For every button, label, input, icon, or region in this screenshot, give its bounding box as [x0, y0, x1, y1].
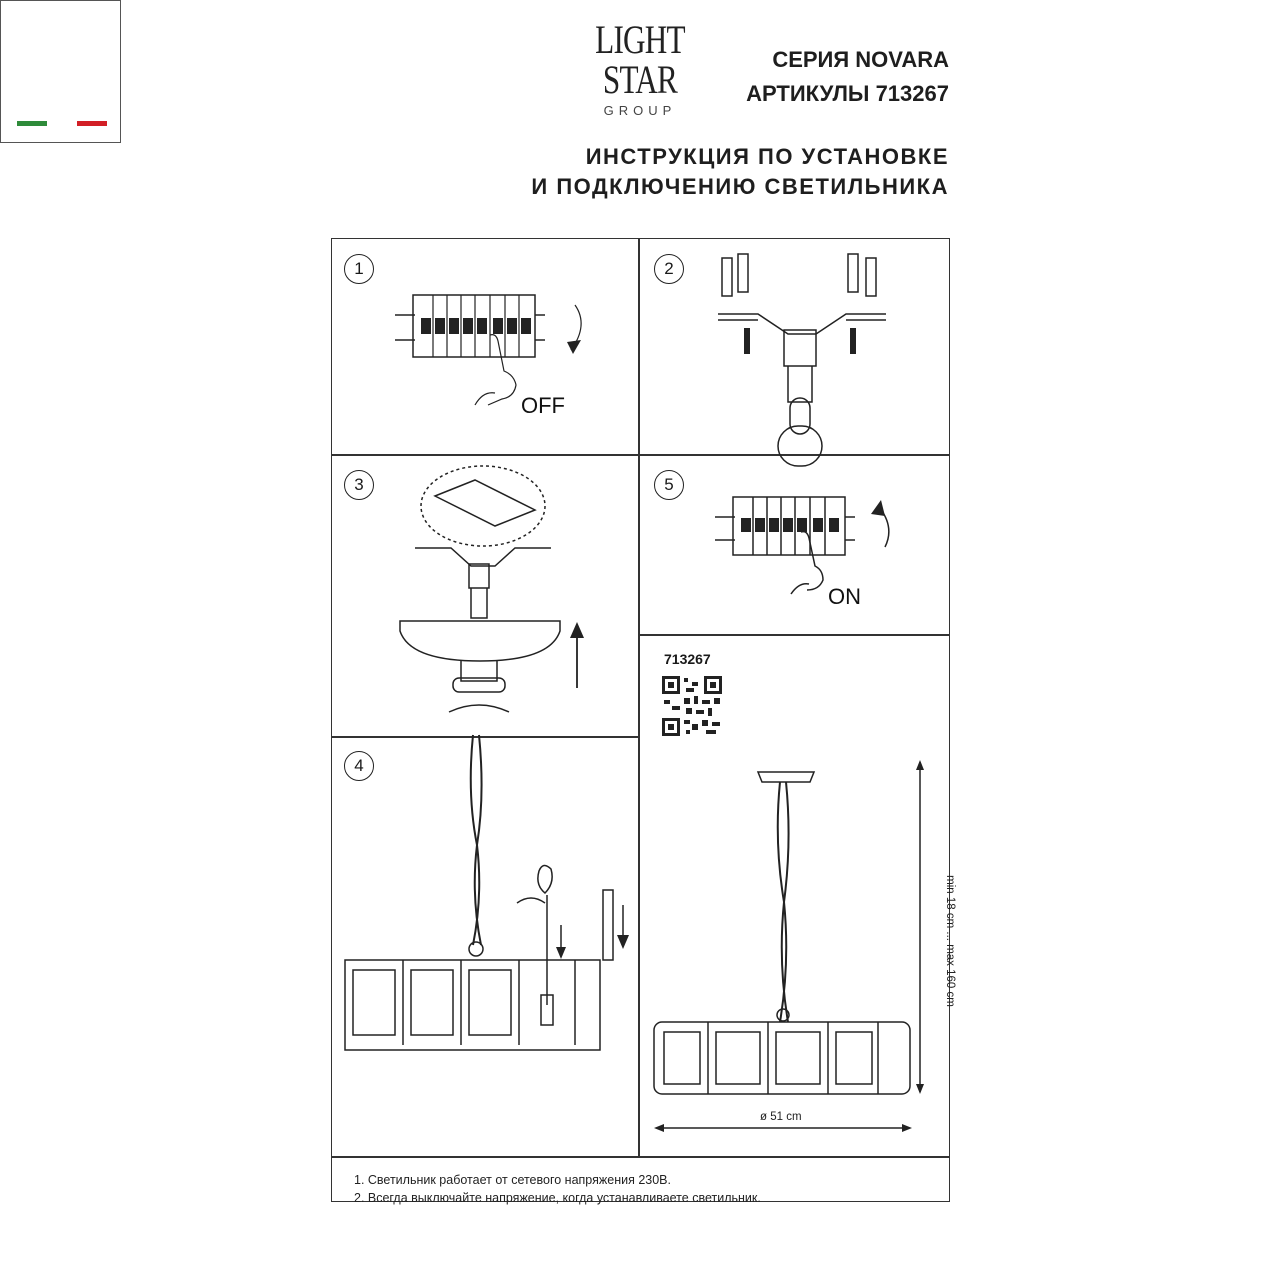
- step-number-3: 3: [344, 470, 374, 500]
- height-dimension-label: min 18 cm ... max 160 cm: [944, 875, 956, 1007]
- chandelier-assembly-icon: [345, 735, 630, 1045]
- article-number: АРТИКУЛЫ 713267: [746, 81, 949, 106]
- italian-flag-stripe: [17, 121, 107, 126]
- step-number-4: 4: [344, 751, 374, 781]
- step-number-5: 5: [654, 470, 684, 500]
- circuit-breaker-on-icon: [715, 492, 895, 602]
- step-number-2: 2: [654, 254, 684, 284]
- instruction-title-line-1: ИНСТРУКЦИЯ ПО УСТАНОВКЕ: [585, 144, 949, 169]
- flag-red: [77, 121, 107, 126]
- flag-white: [47, 121, 77, 126]
- step-1-label: OFF: [521, 393, 565, 418]
- product-dimension-drawing: [650, 760, 940, 1140]
- note-1: 1. Светильник работает от сетевого напряжения 230В.: [354, 1173, 671, 1187]
- grid-divider-notes: [331, 1156, 950, 1158]
- logo-line-2: STAR: [602, 57, 678, 102]
- grid-divider-row-1: [331, 454, 950, 456]
- instruction-title-line-2: И ПОДКЛЮЧЕНИЮ СВЕТИЛЬНИКА: [531, 174, 949, 199]
- model-number: 713267: [664, 651, 711, 667]
- brand-logo: [0, 0, 685, 143]
- note-2: 2. Всегда выключайте напряжение, когда устанавливаете светильник.: [354, 1191, 761, 1205]
- ceiling-cup-mount-icon: [395, 466, 565, 736]
- diameter-dimension-label: ø 51 cm: [760, 1111, 802, 1123]
- qr-code-icon: [662, 676, 722, 736]
- step-number-1: 1: [344, 254, 374, 284]
- step-5-label: ON: [828, 584, 861, 609]
- series-title: СЕРИЯ NOVARA: [772, 47, 949, 72]
- grid-vertical-divider: [638, 238, 640, 1156]
- logo-line-1: LIGHT: [595, 17, 685, 62]
- flag-green: [17, 121, 47, 126]
- circuit-breaker-off-icon: [395, 290, 595, 410]
- mounting-bracket-icon: [700, 248, 900, 454]
- grid-divider-step5: [638, 634, 950, 636]
- logo-line-3: GROUP: [603, 103, 677, 118]
